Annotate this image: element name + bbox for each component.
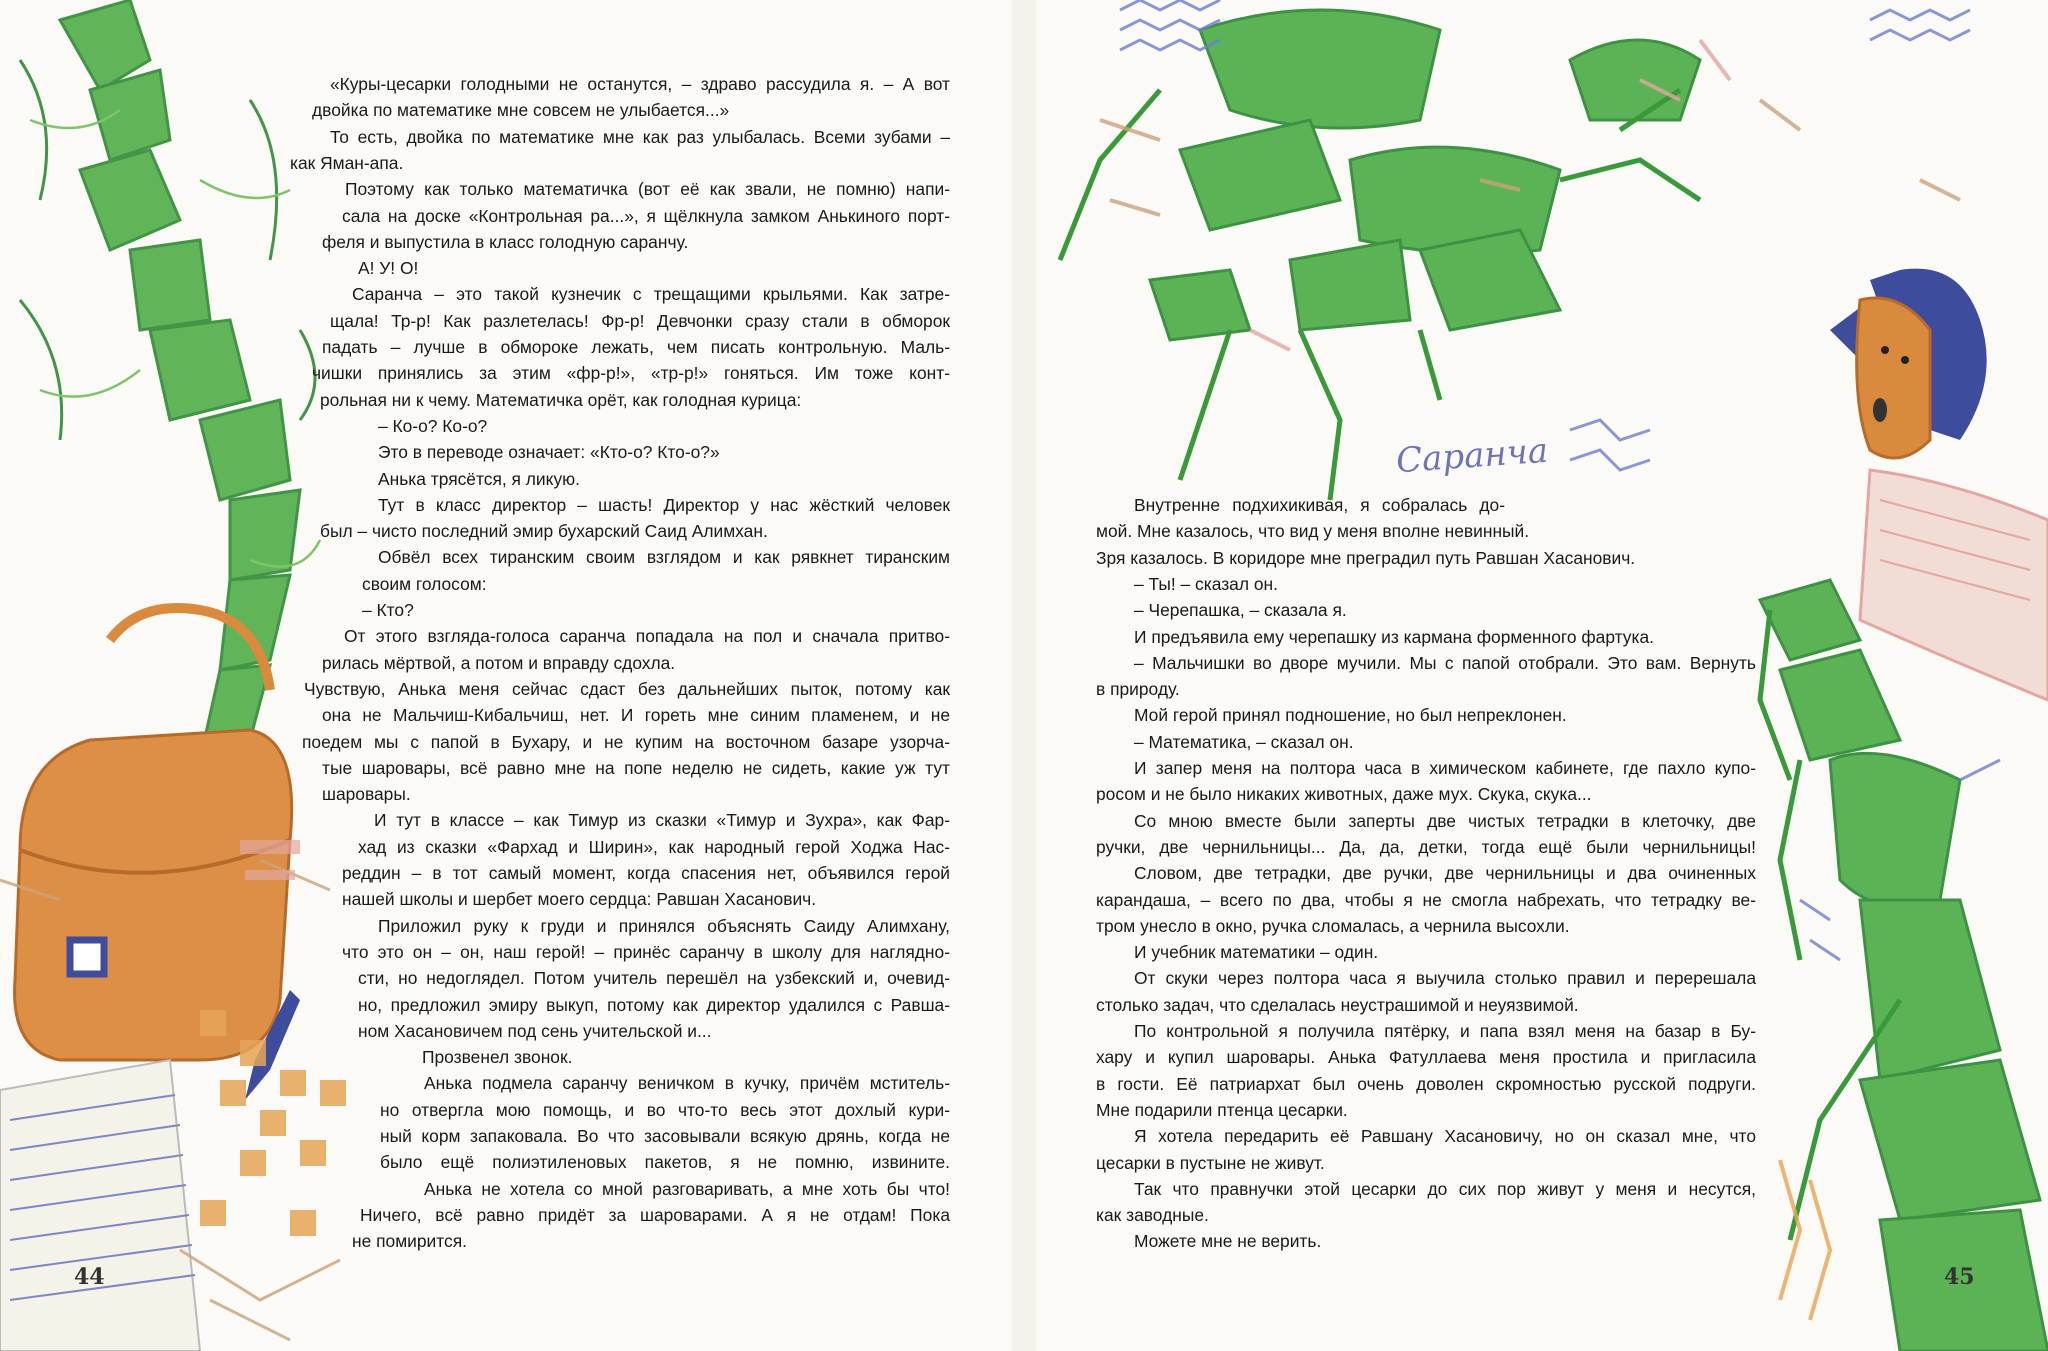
left-page-text-line: «Куры-цесарки голодными не останутся, – здраво рассудила я. – А вот bbox=[330, 74, 950, 94]
left-page-text-line: сала на доске «Контрольная ра...», я щёлкнула замком Анькиного порт- bbox=[342, 205, 950, 226]
left-page-text-line: нашей школы и шербет моего сердца: Равшан Хасанович. bbox=[342, 889, 817, 910]
left-page-text-line: не помирится. bbox=[352, 1231, 467, 1252]
right-page-text-line: Словом, две тетрадки, две ручки, две чернильницы и два очиненных bbox=[1134, 863, 1756, 884]
left-page-text-line: шаровары. bbox=[322, 784, 411, 805]
right-page-text-line: мой. Мне казалось, что вид у меня вполне невинный. bbox=[1096, 521, 1530, 542]
right-page-text-line: в гости. Её патриархат был очень доволен скромностью русской подруги. bbox=[1096, 1073, 1756, 1094]
left-page-text-line: хад из сказки «Фархад и Ширин», как народный герой Ходжа Нас- bbox=[358, 836, 950, 857]
right-page-text-line: – Черепашка, – сказала я. bbox=[1134, 600, 1347, 621]
left-page-text-line: как Яман-апа. bbox=[290, 152, 404, 173]
girl-illustration bbox=[1830, 269, 2048, 700]
mantis-illustration bbox=[1760, 580, 2048, 1351]
right-page-text-line: Я хотела передарить её Равшану Хасановичу, но он сказал мне, что bbox=[1134, 1126, 1756, 1147]
right-page-text-line: Так что правнучки этой цесарки до сих пор живут у меня и несутся, bbox=[1134, 1178, 1756, 1199]
spine-shadow bbox=[1012, 0, 1036, 1351]
left-page-text-line: Саранча – это такой кузнечик с трещащими крыльями. Как затре- bbox=[352, 284, 950, 305]
locust-caption: Саранча bbox=[1394, 430, 1550, 482]
left-page-text-line: Обвёл всех тиранским своим взглядом и как рявкнет тиранским bbox=[378, 547, 950, 568]
left-page-text-line: сти, но недоглядел. Потом учитель перешёл на узбекский и, очевид- bbox=[358, 968, 950, 989]
right-page-text-line: росом и не было никаких животных, даже мух. Скука, скука... bbox=[1096, 784, 1592, 805]
left-page-text-line: феля и выпустила в класс голодную саранчу. bbox=[322, 231, 689, 252]
left-page-text-line: Поэтому как только математичка (вот её как звали, не помню) напи- bbox=[345, 179, 950, 200]
right-page-text-line: От скуки через полтора часа я выучила столько правил и перерешала bbox=[1134, 968, 1756, 989]
left-page-text-line: поедем мы с папой в Бухару, и не купим на восточном базаре узорча- bbox=[302, 731, 950, 752]
left-page-text-line: И тут в классе – как Тимур из сказки «Тимур и Зухра», как Фар- bbox=[374, 810, 950, 831]
left-page-text-line: чишки принялись за этим «фр-р!», «тр-р!» гоняться. Им тоже конт- bbox=[312, 363, 950, 384]
right-page-text-line: Можете мне не верить. bbox=[1134, 1231, 1322, 1252]
left-page-text-line: рольная ни к чему. Математичка орёт, как голодная курица: bbox=[320, 389, 802, 410]
girl-eye bbox=[1881, 346, 1889, 354]
left-page-text-line: двойка по математике мне совсем не улыбается...» bbox=[312, 100, 730, 121]
page-number-right: 45 bbox=[1944, 1264, 1975, 1290]
right-page-text-line: как заводные. bbox=[1096, 1205, 1209, 1226]
locust-illustration bbox=[1150, 10, 1700, 340]
left-page-text-line: Тут в класс директор – шасть! Директор у нас жёсткий человек bbox=[378, 494, 950, 515]
left-page-text-line: А! У! О! bbox=[358, 258, 419, 279]
left-page-text-line: рилась мёртвой, а потом и вправду сдохла. bbox=[322, 652, 676, 673]
left-page-text-line: Анька подмела саранчу веничком в кучку, причём мститель- bbox=[424, 1073, 950, 1094]
left-page-text-line: было ещё полиэтиленовых пакетов, я не помню, извините. bbox=[380, 1152, 950, 1173]
left-page-text-line: она не Мальчиш-Кибальчиш, нет. И гореть мне синим пламенем, и не bbox=[322, 705, 950, 726]
right-page-text-line: И учебник математики – один. bbox=[1134, 942, 1379, 963]
right-page-text-line: цесарки в пустыне не живут. bbox=[1096, 1152, 1325, 1173]
left-page-text-line: То есть, двойка по математике мне как раз улыбалась. Всеми зубами – bbox=[330, 126, 950, 147]
satchel-clasp bbox=[70, 940, 104, 974]
left-page-text-line: но отвергла мою помощь, и во что-то весь этот дохлый кури- bbox=[380, 1099, 950, 1120]
right-page-text-line: – Ты! – сказал он. bbox=[1134, 573, 1278, 594]
left-page-text-line: был – чисто последний эмир бухарский Саид Алимхан. bbox=[320, 521, 768, 542]
right-page-text-line: Мне подарили птенца цесарки. bbox=[1096, 1099, 1348, 1120]
right-page-text-line: в природу. bbox=[1096, 679, 1180, 700]
right-page-text-line: ручки, две чернильницы... Да, да, детки, тогда ещё были чернильницы! bbox=[1096, 836, 1756, 857]
right-page-text-line: хару и купил шаровары. Анька Фатуллаева меня простила и пригласила bbox=[1096, 1047, 1756, 1068]
left-page-text-line: Анька не хотела со мной разговаривать, а мне хоть бы что! bbox=[424, 1178, 950, 1199]
left-page-text-line: что это он – он, наш герой! – принёс саранчу в школу для наглядно- bbox=[342, 941, 950, 962]
right-page-text-line: карандаша, – всего по два, чтобы я не смогла набрехать, что тетрадку ве- bbox=[1096, 889, 1756, 910]
left-page-text-line: Это в переводе означает: «Кто-о? Кто-о?» bbox=[378, 442, 720, 463]
left-page-text-line: – Ко-о? Ко-о? bbox=[378, 415, 488, 436]
left-page-text-line: Ничего, всё равно придёт за шароварами. А я не отдам! Пока bbox=[360, 1204, 950, 1225]
left-page-text-line: ный корм запаковала. Во что засовывали всякую дрянь, когда не bbox=[380, 1126, 950, 1146]
left-page-text-line: Прозвенел звонок. bbox=[422, 1047, 573, 1068]
right-page-text-line: – Математика, – сказал он. bbox=[1134, 731, 1354, 752]
left-page-text-line: но, предложил эмиру выкуп, потому как директор удалился с Равша- bbox=[358, 994, 950, 1015]
left-page-text-line: Приложил руку к груди и принялся объяснять Саиду Алимхану, bbox=[378, 915, 950, 936]
left-page-text-line: падать – лучше в обмороке лежать, чем писать контрольную. Маль- bbox=[322, 337, 950, 357]
right-page-text-line: – Мальчишки во дворе мучили. Мы с папой отобрали. Это вам. Вернуть bbox=[1134, 652, 1756, 673]
left-page-text-line: От этого взгляда-голоса саранча попадала на пол и сначала притво- bbox=[344, 626, 950, 647]
right-page-text-line: Мой герой принял подношение, но был непреклонен. bbox=[1134, 705, 1567, 726]
left-page-text-line: своим голосом: bbox=[362, 573, 487, 594]
right-page-text-line: столько задач, что сделалась неустрашимой и неуязвимой. bbox=[1096, 994, 1579, 1015]
right-page-text-line: Зря казалось. В коридоре мне преградил путь Равшан Хасанович. bbox=[1096, 547, 1636, 568]
right-page-text-line: Внутренне подхихикивая, я собралась до- bbox=[1134, 495, 1505, 515]
left-page-text-line: реддин – в тот самый момент, когда спасения нет, объявился герой bbox=[342, 863, 950, 883]
left-page-text-line: – Кто? bbox=[362, 600, 414, 620]
girl-eye bbox=[1901, 356, 1909, 364]
right-page-text-line: Со мною вместе были заперты две чистых тетрадки в клеточку, две bbox=[1134, 810, 1756, 831]
right-page-text-line: тром унесло в окно, ручка сломалась, а чернила высохли. bbox=[1096, 915, 1570, 936]
girl-mouth bbox=[1873, 398, 1887, 422]
left-page-text-line: щала! Тр-р! Как разлетелась! Фр-р! Девчонки сразу стали в обморок bbox=[330, 310, 950, 331]
left-page-text-line: тые шаровары, всё равно мне на попе неделю не сидеть, какие уж тут bbox=[322, 757, 950, 778]
left-page-text-line: Анька трясётся, я ликую. bbox=[378, 468, 581, 489]
page-number-left: 44 bbox=[74, 1264, 105, 1290]
right-page-text-line: И запер меня на полтора часа в химическом кабинете, где пахло купо- bbox=[1134, 758, 1756, 778]
left-page-text-line: Чувствую, Анька меня сейчас сдаст без дальнейших пыток, потому как bbox=[304, 678, 950, 699]
right-page-text-line: И предъявила ему черепашку из кармана форменного фартука. bbox=[1134, 626, 1654, 647]
right-page-text-line: По контрольной я получила пятёрку, и папа взял меня на базар в Бу- bbox=[1134, 1021, 1756, 1041]
left-page-text-line: ном Хасановичем под сень учительской и... bbox=[358, 1020, 712, 1041]
